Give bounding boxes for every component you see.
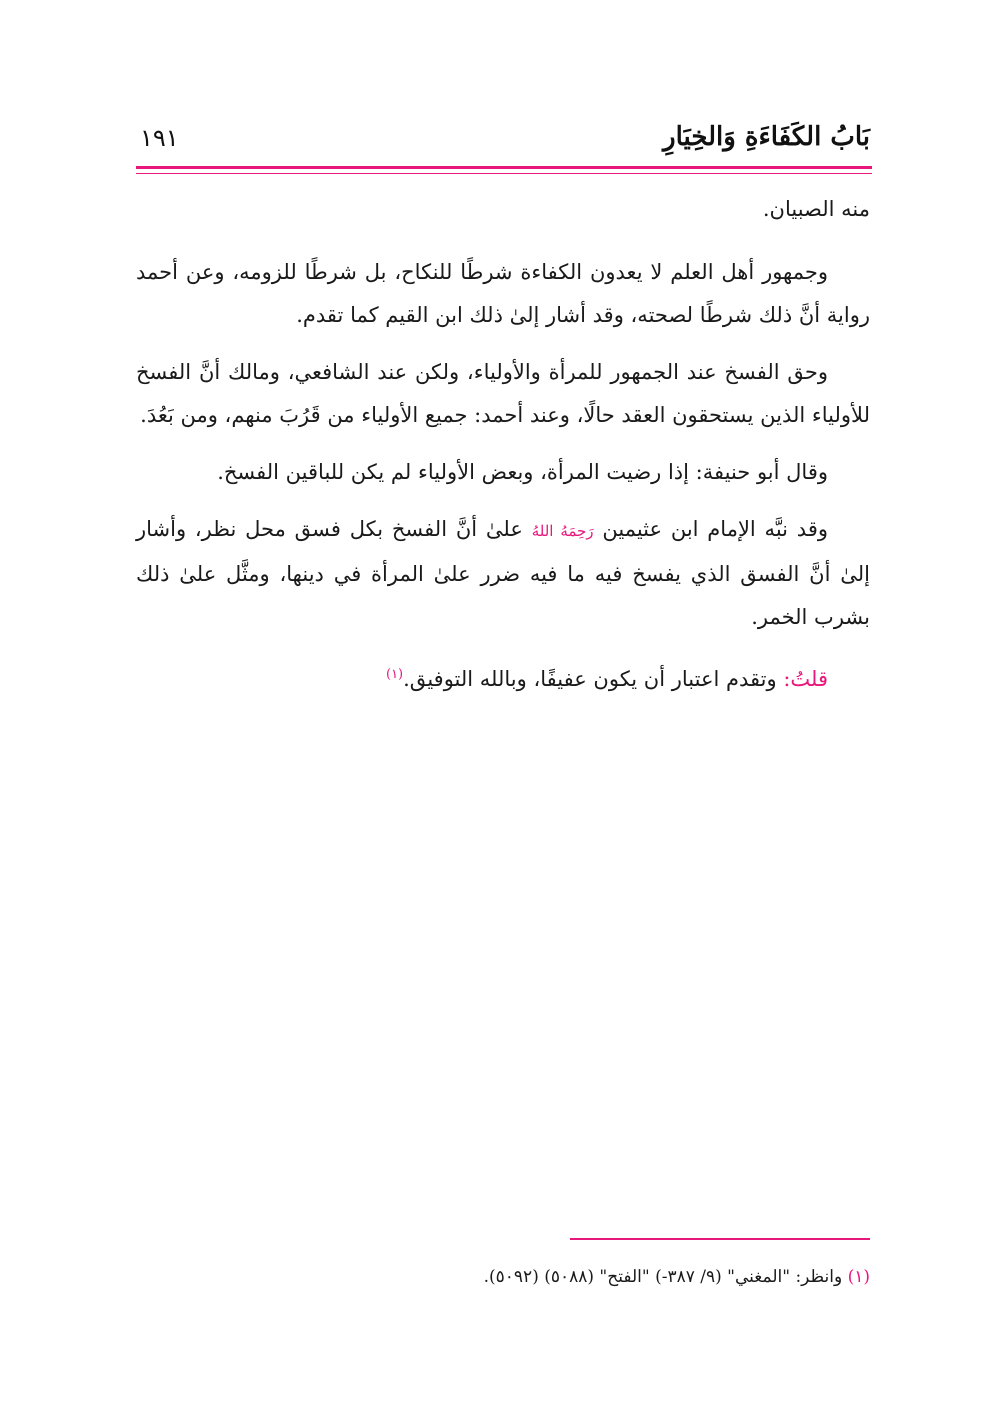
paragraph-4: وقال أبو حنيفة: إذا رضيت المرأة، وبعض الأولياء لم يكن للباقين الفسخ. xyxy=(217,460,828,484)
paragraph-6 xyxy=(136,653,870,701)
honorific-mark: رَحِمَهُ اللهُ xyxy=(531,522,594,540)
footnote-number: (١) xyxy=(847,1267,870,1287)
page-header xyxy=(136,118,870,160)
footnote xyxy=(136,1264,870,1290)
qult-label: قلتُ: xyxy=(783,667,828,691)
footnote-text: وانظر: "المغني" (٩/ ٣٨٧-) "الفتح" (٥٠٨٨) (٥٠٩٢). xyxy=(483,1267,843,1287)
page-number: ١٩١ xyxy=(140,124,179,152)
paragraph-5 xyxy=(136,508,870,639)
footnote-divider xyxy=(570,1238,870,1240)
footnote-reference[interactable]: (١) xyxy=(385,667,404,682)
paragraph-1: منه الصبيان. xyxy=(762,197,870,221)
paragraph-2: وجمهور أهل العلم لا يعدون الكفاءة شرطًا للنكاح، بل شرطًا للزومه، وعن أحمد رواية أنَّ ذلك شرطًا لصحته، وقد أشار إلىٰ ذلك ابن القيم كما تقدم. xyxy=(136,260,870,327)
header-rule-thin xyxy=(136,173,872,174)
paragraph-6-text: وتقدم اعتبار أن يكون عفيفًا، وبالله التوفيق. xyxy=(403,667,777,691)
main-text xyxy=(136,188,870,715)
paragraph-3: وحق الفسخ عند الجمهور للمرأة والأولياء، ولكن عند الشافعي، ومالك أنَّ الفسخ للأولياء الذين يستحقون العقد حالًا، وعند أحمد: جميع الأولياء من قَرُبَ منهم، ومن بَعُدَ. xyxy=(136,360,870,427)
chapter-title: بَابُ الكَفَاءَةِ وَالخِيَارِ xyxy=(663,122,870,152)
header-rule-thick xyxy=(136,166,872,169)
paragraph-5-part1: وقد نبَّه الإمام ابن عثيمين xyxy=(602,517,829,541)
paragraph-5-part2: علىٰ أنَّ الفسخ بكل فسق محل نظر، وأشار إلىٰ أنَّ الفسق الذي يفسخ فيه ما فيه ضرر علىٰ المرأة في دينها، ومثَّل علىٰ ذلك بشرب الخمر. xyxy=(136,517,870,629)
